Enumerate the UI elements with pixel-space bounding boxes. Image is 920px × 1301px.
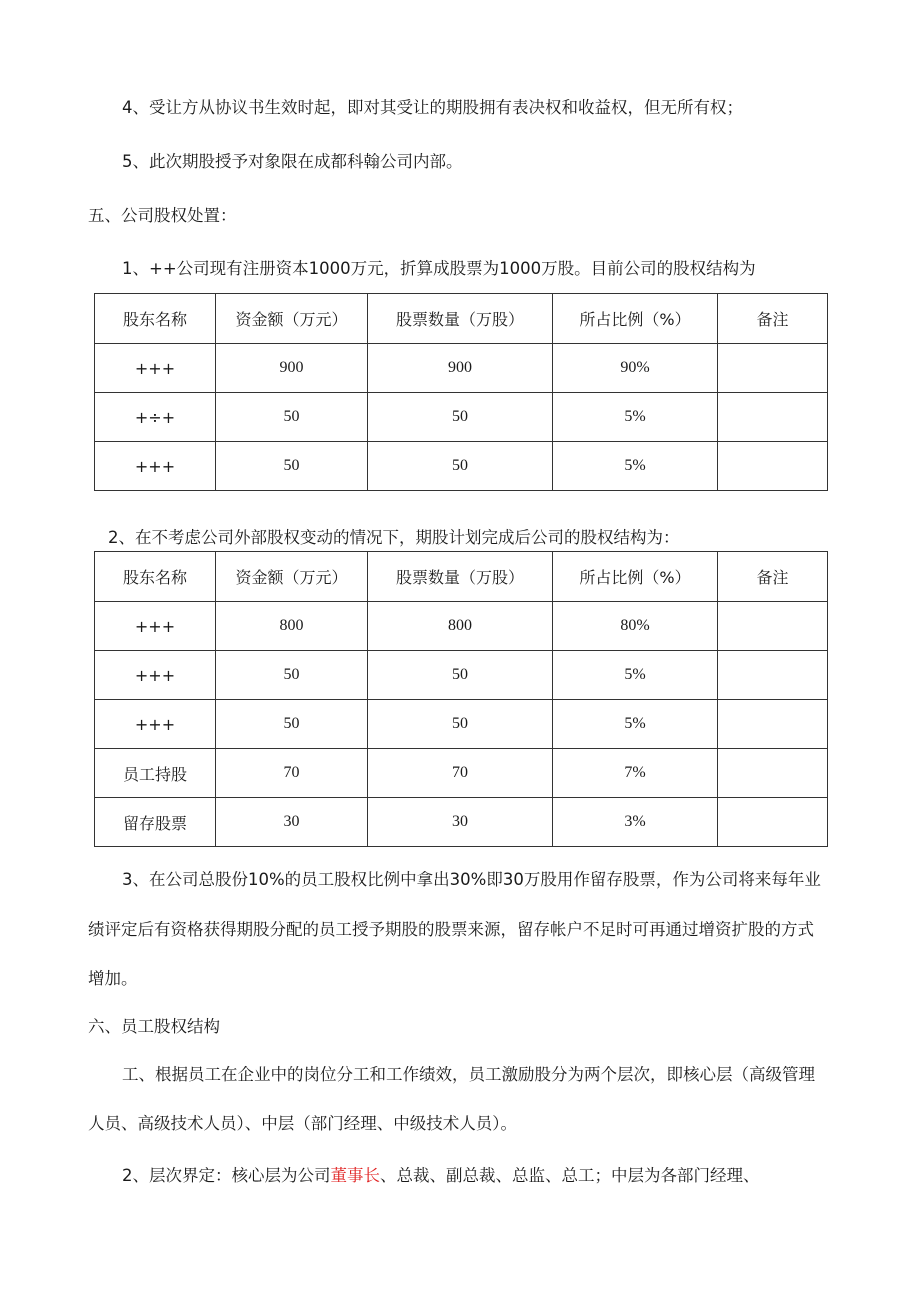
equity-table-current: [94, 293, 828, 491]
cell-capital: 30: [216, 798, 368, 847]
header-shares: 股票数量（万股）: [368, 294, 553, 344]
cell-capital: 800: [216, 602, 368, 651]
cell-capital: 50: [216, 651, 368, 700]
paragraph-item-3-line2: 绩评定后有资格获得期股分配的员工授予期股的股票来源，留存帐户不足时可再通过增资扩股的方式: [88, 920, 814, 939]
cell-remark: [718, 651, 828, 700]
paragraph-item-5: 5、此次期股授予对象限在成都科翰公司内部。: [122, 152, 463, 171]
cell-remark: [718, 393, 828, 442]
table-row: [95, 749, 828, 798]
paragraph-layer-2-prefix: 2、层次界定：核心层为公司: [122, 1166, 331, 1185]
cell-remark: [718, 602, 828, 651]
cell-capital: 900: [216, 344, 368, 393]
cell-capital: 50: [216, 700, 368, 749]
cell-ratio: 5%: [553, 442, 718, 491]
cell-shares: 30: [368, 798, 553, 847]
table-row: [95, 602, 828, 651]
cell-remark: [718, 344, 828, 393]
cell-remark: [718, 442, 828, 491]
cell-shares: 50: [368, 700, 553, 749]
cell-ratio: 90%: [553, 344, 718, 393]
paragraph-item-3-line1: 3、在公司总股份10%的员工股权比例中拿出30%即30万股用作留存股票，作为公司将来每年业: [122, 870, 821, 889]
table-row: [95, 798, 828, 847]
table-header-row: [95, 294, 828, 344]
header-ratio: 所占比例（%）: [553, 552, 718, 602]
section-heading-5: 五、公司股权处置：: [88, 206, 237, 225]
paragraph-layer-1-line1: 工、根据员工在企业中的岗位分工和工作绩效，员工激励股分为两个层次，即核心层（高级管理: [122, 1065, 815, 1084]
cell-shareholder: 留存股票: [95, 798, 216, 847]
header-capital: 资金额（万元）: [216, 552, 368, 602]
cell-ratio: 80%: [553, 602, 718, 651]
cell-shares: 70: [368, 749, 553, 798]
cell-shareholder: +++: [95, 602, 216, 651]
table-row: [95, 651, 828, 700]
table-row: [95, 700, 828, 749]
cell-shareholder: +++: [95, 700, 216, 749]
cell-shares: 50: [368, 651, 553, 700]
paragraph-layer-2-suffix: 、总裁、副总裁、总监、总工；中层为各部门经理、: [380, 1166, 760, 1185]
header-shareholder: 股东名称: [95, 552, 216, 602]
cell-shares: 50: [368, 393, 553, 442]
header-shareholder: 股东名称: [95, 294, 216, 344]
cell-ratio: 3%: [553, 798, 718, 847]
header-ratio: 所占比例（%）: [553, 294, 718, 344]
cell-remark: [718, 700, 828, 749]
cell-ratio: 7%: [553, 749, 718, 798]
cell-capital: 50: [216, 442, 368, 491]
cell-ratio: 5%: [553, 700, 718, 749]
paragraph-item-4: 4、受让方从协议书生效时起，即对其受让的期股拥有表决权和收益权，但无所有权；: [122, 98, 743, 117]
paragraph-item-2: 2、在不考虑公司外部股权变动的情况下，期股计划完成后公司的股权结构为：: [108, 528, 680, 547]
cell-ratio: 5%: [553, 651, 718, 700]
paragraph-item-3-line3: 增加。: [88, 969, 138, 988]
cell-remark: [718, 798, 828, 847]
cell-shares: 50: [368, 442, 553, 491]
header-capital: 资金额（万元）: [216, 294, 368, 344]
equity-table-after-plan: [94, 551, 828, 847]
header-shares: 股票数量（万股）: [368, 552, 553, 602]
highlighted-term: 董事长: [330, 1166, 380, 1185]
cell-capital: 70: [216, 749, 368, 798]
header-remark: 备注: [718, 552, 828, 602]
paragraph-layer-2: [122, 1164, 760, 1188]
cell-shareholder: 员工持股: [95, 749, 216, 798]
cell-shareholder: +++: [95, 651, 216, 700]
table-row: [95, 442, 828, 491]
paragraph-layer-1-line2: 人员、高级技术人员）、中层（部门经理、中级技术人员）。: [88, 1114, 517, 1133]
table-row: [95, 344, 828, 393]
section-heading-6: 六、员工股权结构: [88, 1017, 220, 1036]
header-remark: 备注: [718, 294, 828, 344]
cell-shareholder: +÷+: [95, 393, 216, 442]
cell-shares: 900: [368, 344, 553, 393]
cell-shareholder: +++: [95, 344, 216, 393]
cell-shares: 800: [368, 602, 553, 651]
paragraph-item-1: 1、++公司现有注册资本1000万元，折算成股票为1000万股。目前公司的股权结构为: [122, 259, 756, 278]
table-row: [95, 393, 828, 442]
table-header-row: [95, 552, 828, 602]
cell-shareholder: +++: [95, 442, 216, 491]
cell-remark: [718, 749, 828, 798]
cell-capital: 50: [216, 393, 368, 442]
cell-ratio: 5%: [553, 393, 718, 442]
